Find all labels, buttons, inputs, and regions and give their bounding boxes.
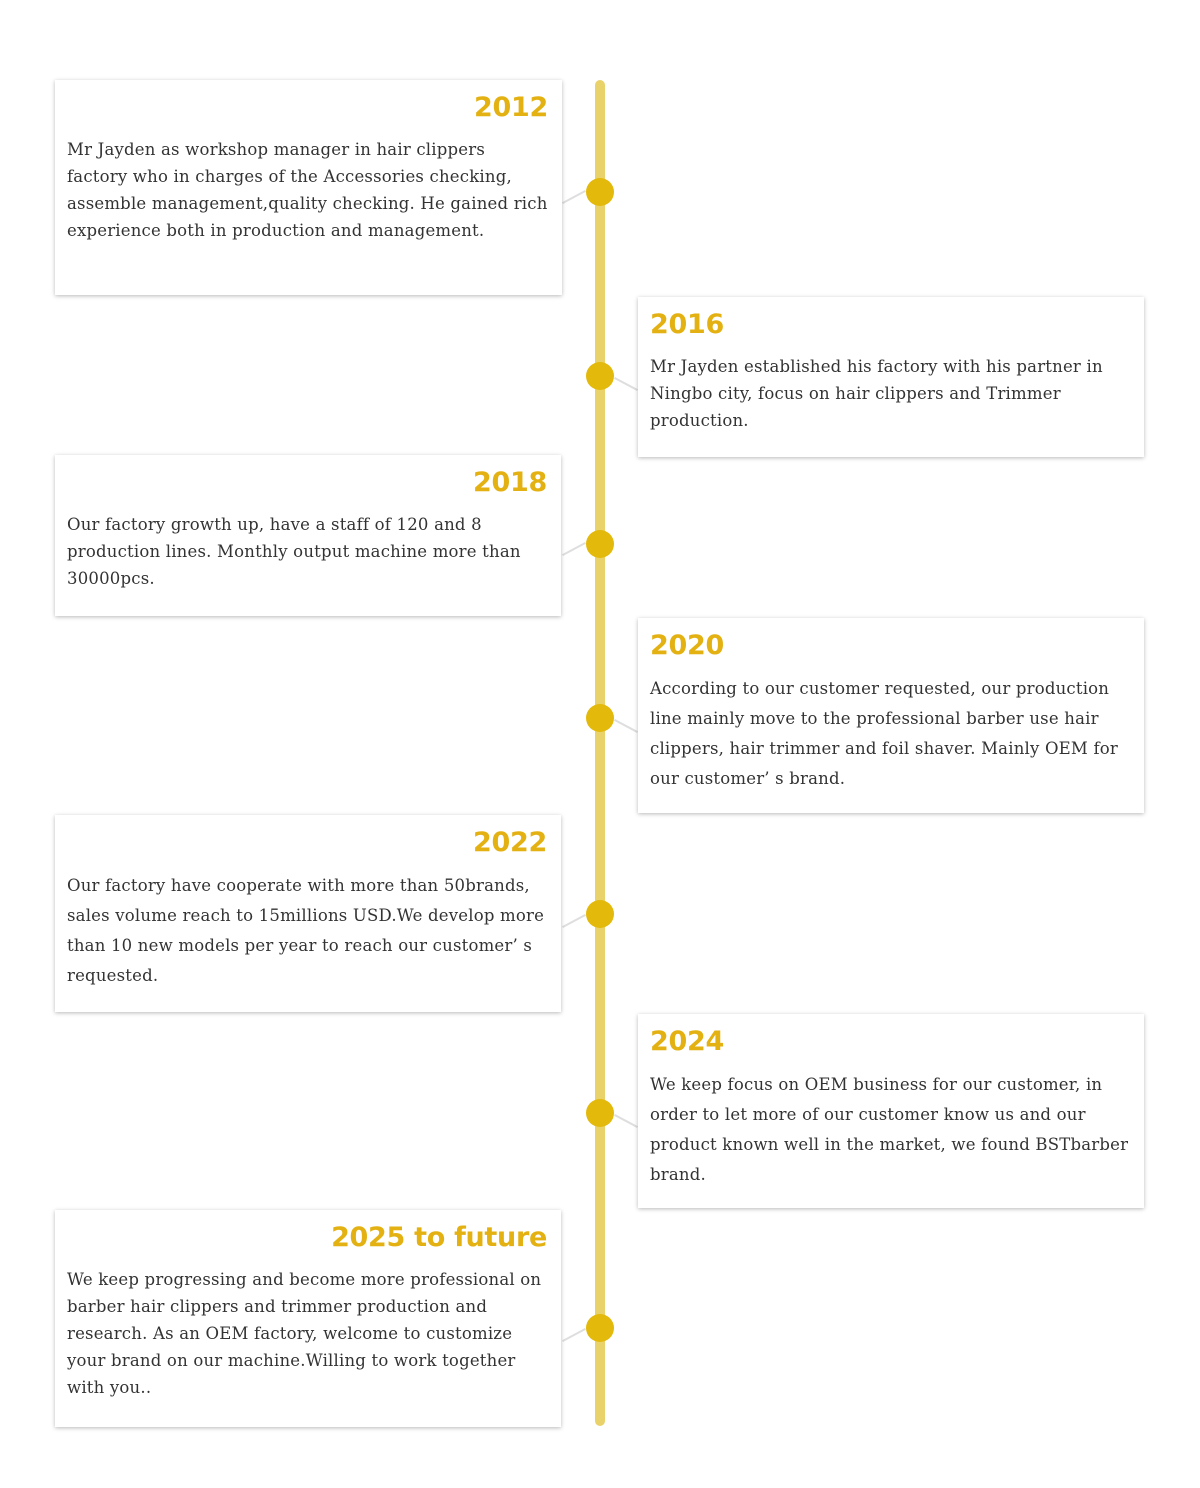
event-card-2012 (55, 80, 562, 295)
connector-2024 (614, 1114, 638, 1128)
timeline-dot-2012 (586, 178, 614, 206)
timeline-dot-2018 (586, 530, 614, 558)
event-description: Our factory have cooperate with more than 50brands, sales volume reach to 15millions USD.We develop more than 10 new models per year to reach our customer’ s requested. (67, 876, 545, 985)
timeline-dot-2024 (586, 1099, 614, 1127)
event-description: Mr Jayden as workshop manager in hair clippers factory who in charges of the Accessories checking, assemble management,quality checking. He gained rich experience both in production and management. (67, 140, 548, 240)
connector-2018 (562, 542, 586, 556)
event-card-2016 (638, 297, 1144, 457)
connector-2020 (614, 719, 638, 733)
event-description: We keep progressing and become more professional on barber hair clippers and trimmer production and research. As an OEM factory, welcome to customize your brand on our machine.Willing to work together with you.. (67, 1270, 542, 1397)
timeline-axis (595, 80, 605, 1426)
event-year: 2012 (474, 92, 548, 123)
connector-2016 (614, 377, 638, 391)
timeline-dot-2022 (586, 900, 614, 928)
event-card-2025 (55, 1210, 561, 1427)
event-description: Our factory growth up, have a staff of 120 and 8 production lines. Monthly output machine more than 30000pcs. (67, 515, 521, 588)
event-year: 2022 (473, 827, 547, 858)
event-description: Mr Jayden established his factory with his partner in Ningbo city, focus on hair clippers and Trimmer production. (650, 357, 1103, 430)
event-description: We keep focus on OEM business for our customer, in order to let more of our customer know us and our product known well in the market, we found BSTbarber brand. (650, 1075, 1129, 1184)
connector-2022 (562, 914, 586, 928)
event-year: 2025 to future (331, 1222, 547, 1253)
timeline-dot-2025 (586, 1314, 614, 1342)
event-year: 2024 (650, 1026, 724, 1057)
timeline-dot-2016 (586, 362, 614, 390)
event-year: 2020 (650, 630, 724, 661)
connector-2012 (562, 190, 586, 204)
event-card-2018 (55, 455, 561, 616)
timeline-dot-2020 (586, 704, 614, 732)
event-year: 2016 (650, 309, 724, 340)
event-card-2022 (55, 815, 561, 1012)
event-description: According to our customer requested, our production line mainly move to the professional barber use hair clippers, hair trimmer and foil shaver. Mainly OEM for our customer’ s brand. (650, 679, 1118, 788)
connector-2025 (562, 1328, 586, 1342)
event-year: 2018 (473, 467, 547, 498)
event-card-2024 (638, 1014, 1144, 1208)
event-card-2020 (638, 618, 1144, 813)
